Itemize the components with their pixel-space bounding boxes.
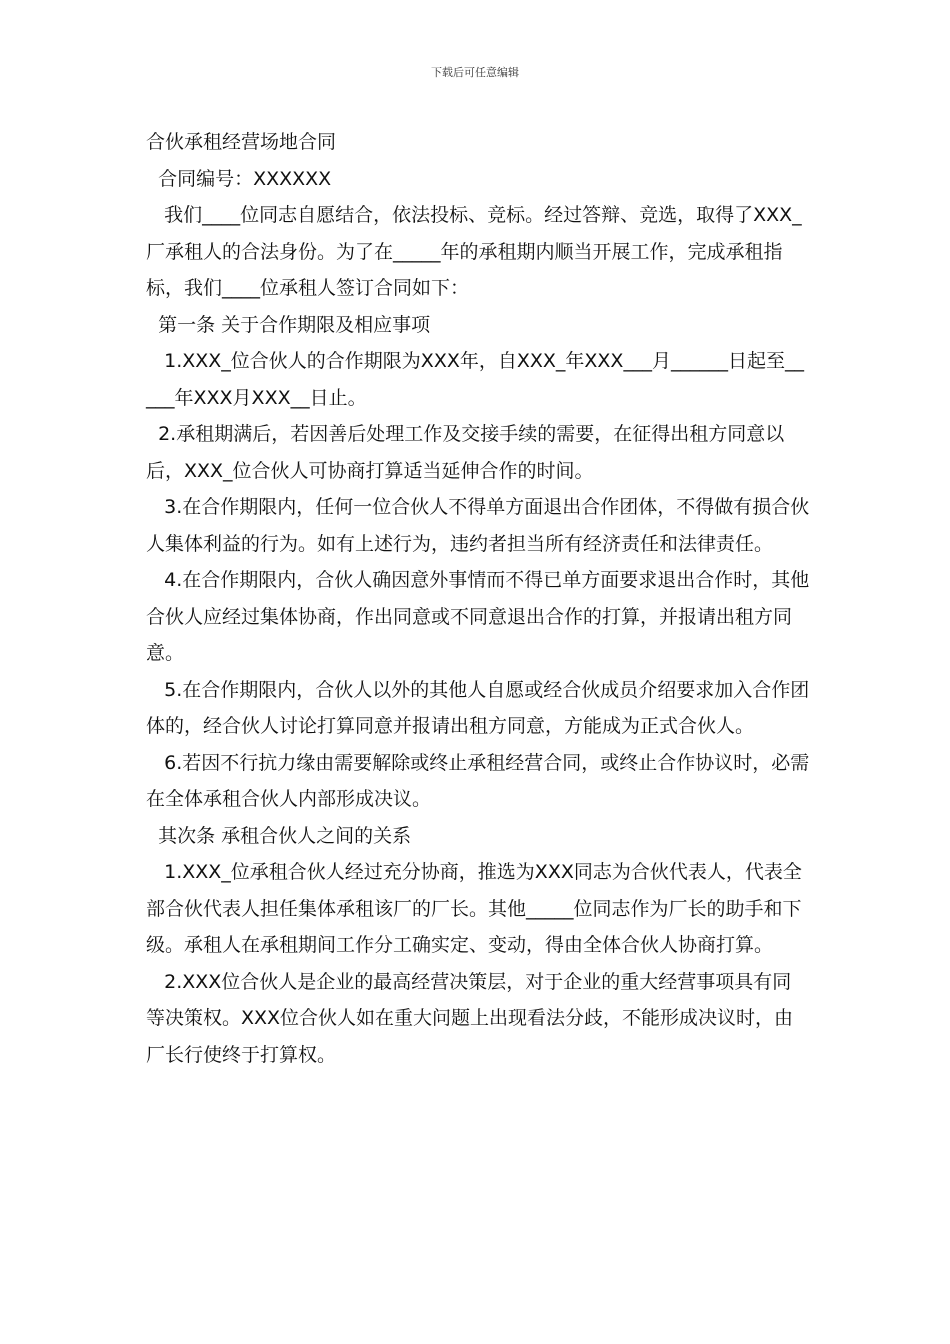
clause-2-1: 1.XXX_位承租合伙人经过充分协商，推选为XXX同志为合伙代表人，代表全部合伙代表人担任集体承租该厂的厂长。其他_____位同志作为厂长的助手和下级。承租人在承租期间工作分工确实定、变动，得由全体合伙人协商打算。	[146, 861, 802, 956]
clause-1-6: 6.若因不行抗力缘由需要解除或终止承租经营合同，或终止合作协议时，必需在全体承租合伙人内部形成决议。	[146, 751, 810, 810]
document-body	[146, 124, 810, 1073]
section-heading-1: 第一条 关于合作期限及相应事项	[146, 313, 431, 336]
clause-1-4: 4.在合作期限内，合伙人确因意外事情而不得已单方面要求退出合作时，其他合伙人应经过集体协商，作出同意或不同意退出合作的打算，并报请出租方同意。	[146, 569, 810, 664]
contract-number: 合同编号：XXXXXX	[146, 167, 332, 190]
paragraph-intro: 我们____位同志自愿结合，依法投标、竞标。经过答辩、竞选，取得了XXX_厂承租人的合法身份。为了在_____年的承租期内顺当开展工作，完成承租指标，我们____位承租人签订合同如下：	[146, 204, 802, 299]
clause-2-2: 2.XXX位合伙人是企业的最高经营决策层，对于企业的重大经营事项具有同等决策权。XXX位合伙人如在重大问题上出现看法分歧，不能形成决议时，由厂长行使终于打算权。	[146, 970, 794, 1066]
section-heading-2: 其次条 承租合伙人之间的关系	[146, 824, 412, 847]
clause-1-2: 2.承租期满后，若因善后处理工作及交接手续的需要，在征得出租方同意以后，XXX_位合伙人可协商打算适当延伸合作的时间。	[146, 423, 785, 482]
clause-1-3: 3.在合作期限内，任何一位合伙人不得单方面退出合作团体，不得做有损合伙人集体利益的行为。如有上述行为，违约者担当所有经济责任和法律责任。	[146, 496, 810, 555]
clause-1-1: 1.XXX_位合伙人的合作期限为XXX年，自XXX_年XXX___月______日起至_____年XXX月XXX__日止。	[146, 350, 804, 409]
document-title: 合伙承租经营场地合同	[146, 131, 337, 153]
clause-1-5: 5.在合作期限内，合伙人以外的其他人自愿或经合伙成员介绍要求加入合作团体的，经合伙人讨论打算同意并报请出租方同意，方能成为正式合伙人。	[146, 678, 810, 737]
page-header-note: 下载后可任意编辑	[431, 66, 519, 79]
